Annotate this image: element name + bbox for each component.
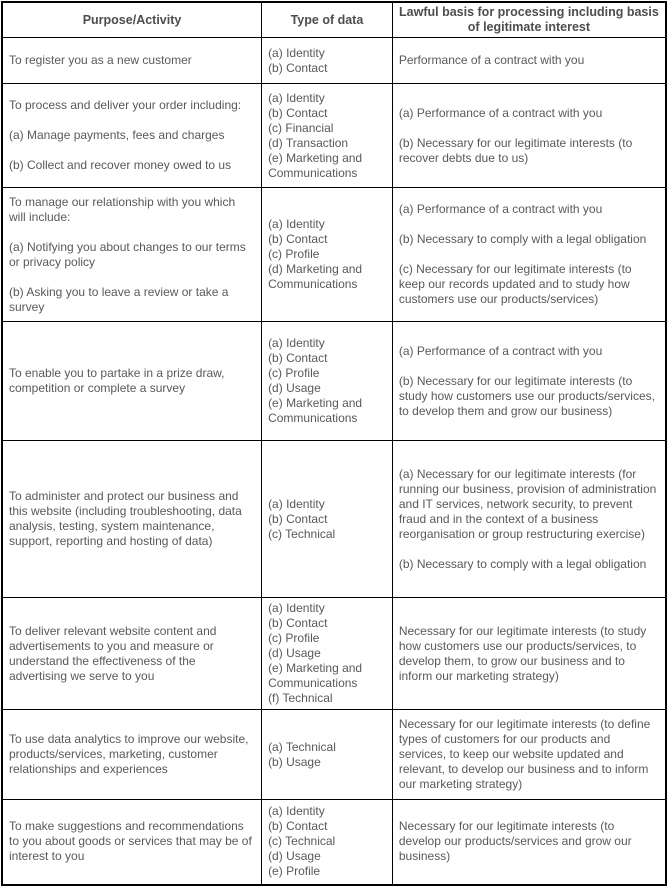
data-type-line: (e) Marketing and Communications xyxy=(268,396,363,425)
data-type-line: (d) Marketing and Communications xyxy=(268,262,363,291)
paragraph: To manage our relationship with you which will include: xyxy=(9,194,236,224)
data-type-line: (a) Technical xyxy=(268,739,336,754)
paragraph: To use data analytics to improve our website, products/services, marketing, customer relationships and experiences xyxy=(9,732,249,776)
purpose-cell xyxy=(2,322,262,441)
data-type-line: (c) Profile xyxy=(268,631,320,645)
paragraph: To make suggestions and recommendations to you about goods or services that may be of interest to you xyxy=(9,819,252,864)
header-type-of-data: Type of data xyxy=(262,2,393,38)
data-types-cell xyxy=(262,598,393,710)
paragraph: (b) Necessary to comply with a legal obligation xyxy=(398,556,647,571)
data-type-line: (a) Identity xyxy=(268,496,325,511)
paragraph: To register you as a new customer xyxy=(9,53,192,67)
data-type-line: (a) Identity xyxy=(268,804,325,819)
table-row xyxy=(2,38,666,84)
lawful-basis-cell xyxy=(392,598,666,710)
data-type-line: (f) Technical xyxy=(268,691,333,705)
data-type-line: (b) Contact xyxy=(268,351,328,365)
paragraph: (a) Performance of a contract with you xyxy=(398,202,603,216)
paragraph: (b) Collect and recover money owed to us xyxy=(9,158,232,172)
lawful-basis-cell xyxy=(392,441,666,598)
data-types-cell xyxy=(262,38,393,84)
paragraph: Necessary for our legitimate interests (to develop our products/services and grow our business) xyxy=(398,819,632,864)
header-purpose-activity: Purpose/Activity xyxy=(2,2,262,38)
lawful-basis-cell xyxy=(392,800,666,885)
purpose-cell xyxy=(2,800,262,885)
paragraph: (b) Necessary for our legitimate interests (to recover debts due to us) xyxy=(398,135,633,165)
paragraph: (a) Performance of a contract with you xyxy=(398,343,603,358)
data-type-line: (b) Usage xyxy=(268,754,321,769)
data-types-cell xyxy=(262,84,393,188)
table-row xyxy=(2,710,666,800)
table-row xyxy=(2,188,666,322)
data-type-line: (d) Usage xyxy=(268,646,321,660)
data-type-line: (d) Transaction xyxy=(268,135,349,150)
paragraph: To administer and protect our business and this website (including troubleshooting, data analysis, testing, system maintenance, support, reporting and hosting of data) xyxy=(9,489,242,548)
paragraph: To deliver relevant website content and advertisements to you and measure or understand the effectiveness of the advertising we serve to you xyxy=(9,623,217,683)
data-type-line: (b) Contact xyxy=(268,232,328,246)
data-type-line: (c) Profile xyxy=(268,366,320,380)
data-type-line: (b) Contact xyxy=(268,511,328,526)
data-type-line: (b) Contact xyxy=(268,616,328,630)
paragraph: Necessary for our legitimate interests (to study how customers use our products/services, to develop them, to grow our business and to inform our marketing strategy) xyxy=(398,623,647,683)
data-type-line: (d) Usage xyxy=(268,381,321,395)
data-types-cell xyxy=(262,441,393,598)
table-body xyxy=(2,38,666,885)
table-row xyxy=(2,441,666,598)
data-type-line: (e) Profile xyxy=(268,864,321,879)
paragraph: (c) Necessary for our legitimate interests (to keep our records updated and to study how customers use our products/services) xyxy=(398,262,632,306)
data-type-line: (e) Marketing and Communications xyxy=(268,150,363,180)
data-types-cell xyxy=(262,710,393,800)
data-type-line: (b) Contact xyxy=(268,60,328,75)
paragraph: Necessary for our legitimate interests (to define types of customers for our products and services, to keep our website updated and relevant, to develop our business and to inform our marketing strategy) xyxy=(398,717,651,791)
purpose-cell xyxy=(2,188,262,322)
lawful-basis-table xyxy=(1,1,667,886)
data-type-line: (a) Identity xyxy=(268,90,325,105)
purpose-cell xyxy=(2,598,262,710)
data-type-line: (c) Profile xyxy=(268,247,320,261)
data-type-line: (c) Technical xyxy=(268,834,336,849)
table-row xyxy=(2,800,666,885)
data-type-line: (e) Marketing and Communications xyxy=(268,661,363,690)
table-row xyxy=(2,322,666,441)
data-type-line: (a) Identity xyxy=(268,601,325,615)
paragraph: (b) Necessary to comply with a legal obligation xyxy=(398,232,647,246)
lawful-basis-cell xyxy=(392,38,666,84)
header-row xyxy=(2,2,666,38)
paragraph: Performance of a contract with you xyxy=(398,53,585,67)
table-row xyxy=(2,84,666,188)
data-type-line: (b) Contact xyxy=(268,819,328,834)
data-type-line: (a) Identity xyxy=(268,217,325,231)
paragraph: (a) Necessary for our legitimate interests (for running our business, provision of administration and IT services, network security, to prevent fraud and in the context of a business reorganisation or group restructuring exercise) xyxy=(398,466,657,541)
purpose-cell xyxy=(2,38,262,84)
data-type-line: (c) Financial xyxy=(268,120,334,135)
data-types-cell xyxy=(262,188,393,322)
data-type-line: (b) Contact xyxy=(268,105,328,120)
purpose-cell xyxy=(2,710,262,800)
paragraph: (a) Manage payments, fees and charges xyxy=(9,128,225,142)
paragraph: To process and deliver your order including: xyxy=(9,98,242,112)
purpose-cell xyxy=(2,441,262,598)
paragraph: To enable you to partake in a prize draw, competition or complete a survey xyxy=(9,366,225,395)
header-lawful-basis: Lawful basis for processing including basis of legitimate interest xyxy=(392,2,666,38)
data-types-cell xyxy=(262,322,393,441)
paragraph: (a) Notifying you about changes to our terms or privacy policy xyxy=(9,239,246,269)
table-header xyxy=(2,2,666,38)
data-type-line: (d) Usage xyxy=(268,849,321,864)
paragraph: (a) Performance of a contract with you xyxy=(398,105,603,120)
lawful-basis-cell xyxy=(392,84,666,188)
data-type-line: (a) Identity xyxy=(268,336,325,350)
paragraph: (b) Asking you to leave a review or take a survey xyxy=(9,284,229,314)
lawful-basis-cell xyxy=(392,322,666,441)
data-type-line: (a) Identity xyxy=(268,45,325,60)
lawful-basis-cell xyxy=(392,710,666,800)
table-row xyxy=(2,598,666,710)
lawful-basis-cell xyxy=(392,188,666,322)
data-types-cell xyxy=(262,800,393,885)
purpose-cell xyxy=(2,84,262,188)
paragraph: (b) Necessary for our legitimate interests (to study how customers use our products/services, to develop them and grow our business) xyxy=(398,373,655,418)
data-type-line: (c) Technical xyxy=(268,526,336,541)
